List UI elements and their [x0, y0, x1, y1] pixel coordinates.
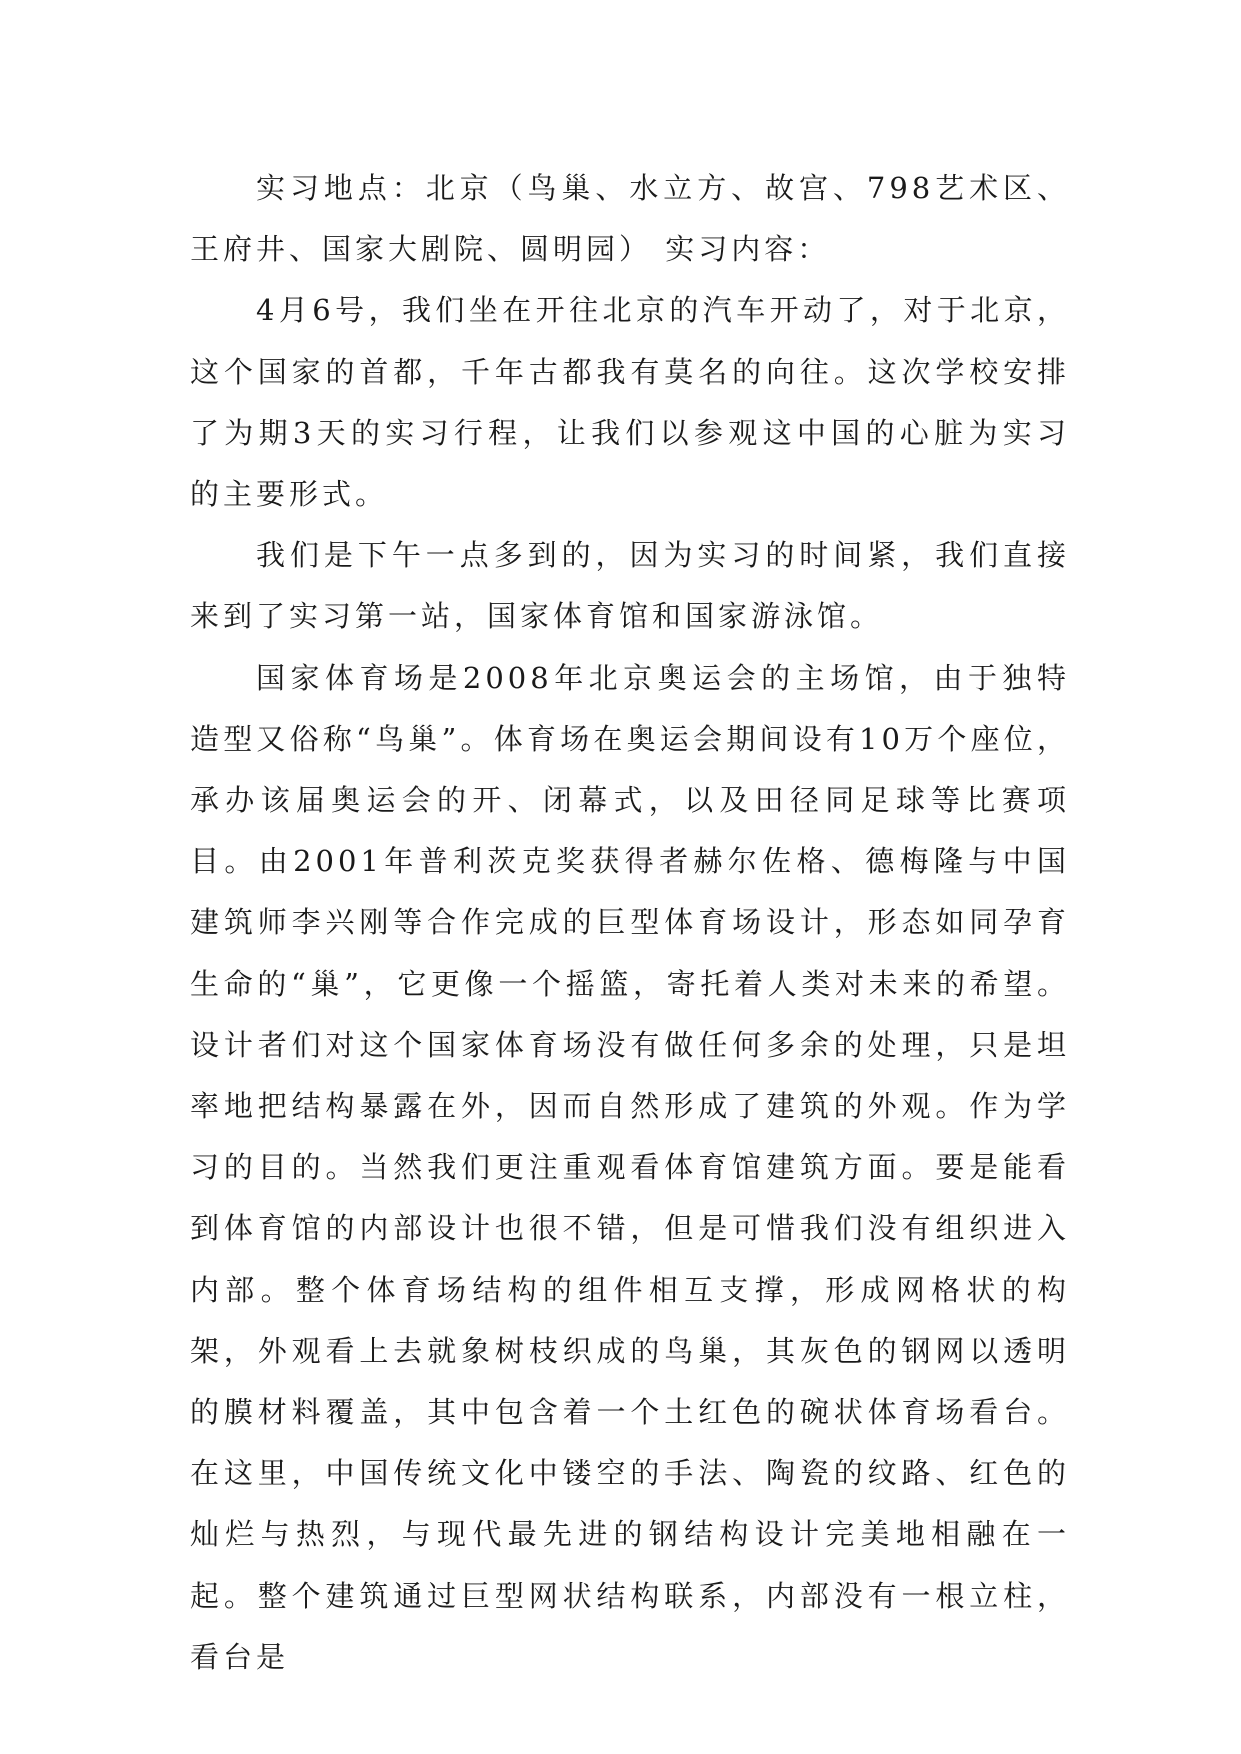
document-body: [190, 158, 1070, 1688]
paragraph-arrival: 我们是下午一点多到的，因为实习的时间紧，我们直接来到了实习第一站，国家体育馆和国家游泳馆。: [190, 538, 1070, 634]
paragraph-departure: 4月6号，我们坐在开往北京的汽车开动了，对于北京，这个国家的首都，千年古都我有莫名的向往。这次学校安排了为期3天的实习行程，让我们以参观这中国的心脏为实习的主要形式。: [190, 293, 1070, 512]
paragraph-birds-nest: 国家体育场是2008年北京奥运会的主场馆，由于独特造型又俗称“鸟巢”。体育场在奥运会期间设有10万个座位，承办该届奥运会的开、闭幕式，以及田径同足球等比赛项目。由2001年普利茨克奖获得者赫尔佐格、德梅隆与中国建筑师李兴刚等合作完成的巨型体育场设计，形态如同孕育生命的“巢”，它更像一个摇篮，寄托着人类对未来的希望。设计者们对这个国家体育场没有做任何多余的处理，只是坦率地把结构暴露在外，因而自然形成了建筑的外观。作为学习的目的。当然我们更注重观看体育馆建筑方面。要是能看到体育馆的内部设计也很不错，但是可惜我们没有组织进入内部。整个体育场结构的组件相互支撑，形成网格状的构架，外观看上去就象树枝织成的鸟巢，其灰色的钢网以透明的膜材料覆盖，其中包含着一个土红色的碗状体育场看台。在这里，中国传统文化中镂空的手法、陶瓷的纹路、红色的灿烂与热烈，与现代最先进的钢结构设计完美地相融在一起。整个建筑通过巨型网状结构联系，内部没有一根立柱，看台是: [190, 660, 1070, 1674]
paragraph-location: 实习地点：北京（鸟巢、水立方、故宫、798艺术区、王府井、国家大剧院、圆明园） 实习内容：: [190, 171, 1070, 267]
